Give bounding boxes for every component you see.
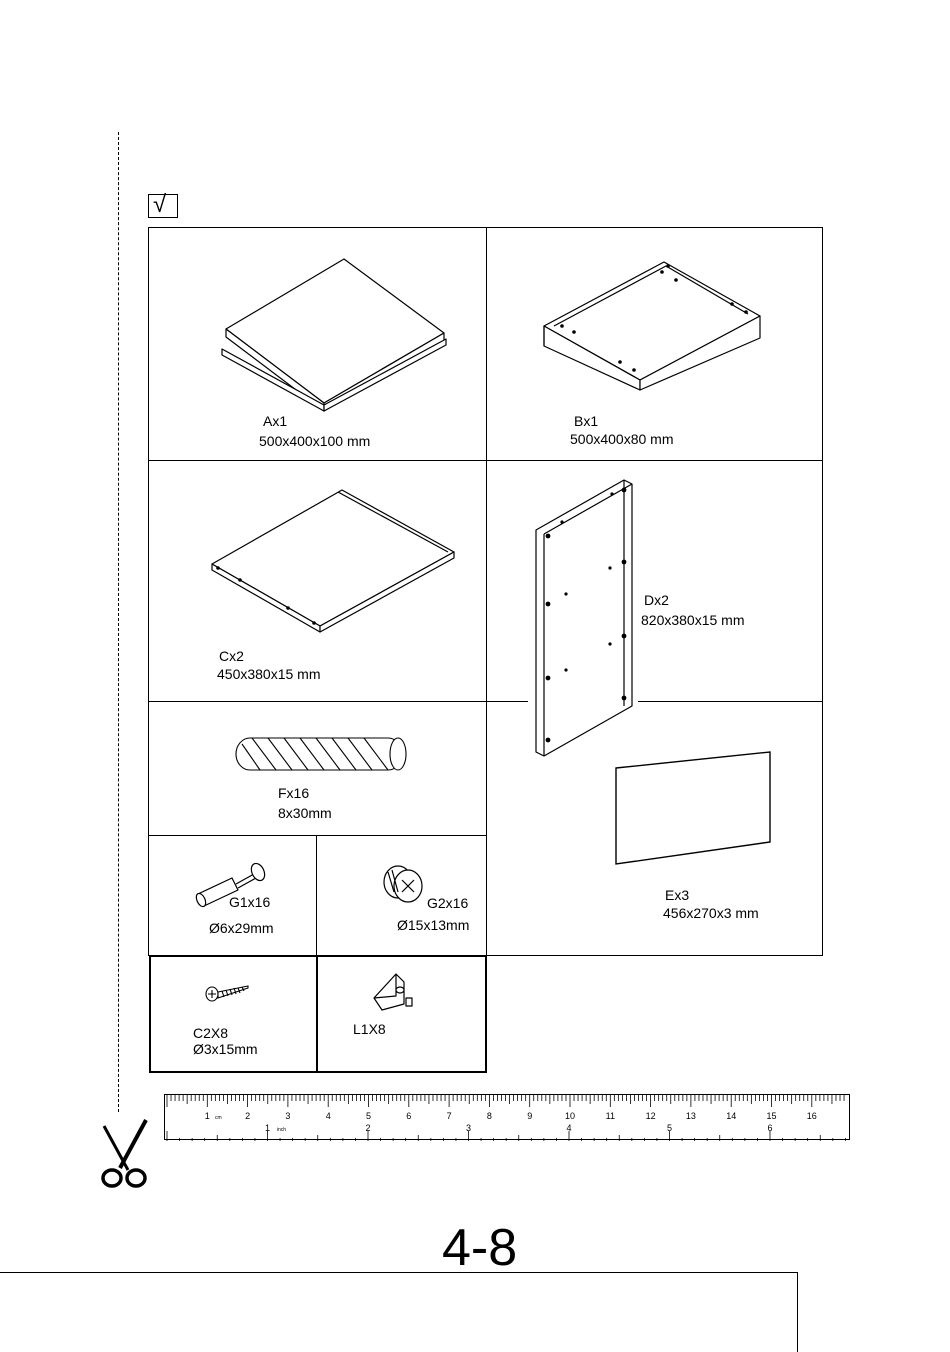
part-d-label: Dx2 <box>644 592 669 608</box>
part-c-label: Cx2 <box>219 648 244 664</box>
part-c-illustration <box>208 486 458 636</box>
ruler-cm-label: 14 <box>726 1111 737 1121</box>
ruler-inch-label: 1 <box>264 1123 271 1133</box>
ruler-cm-label: 7 <box>446 1111 452 1121</box>
checklist-checkbox[interactable] <box>148 191 178 218</box>
ruler-cm-label: 1 <box>204 1111 210 1121</box>
part-c-size: 450x380x15 mm <box>217 666 321 682</box>
part-e-illustration <box>612 750 774 868</box>
ruler-cm-label: 13 <box>685 1111 696 1121</box>
part-e-size: 456x270x3 mm <box>663 905 759 921</box>
part-l1-label: L1X8 <box>353 1021 386 1037</box>
part-f-illustration <box>228 734 412 774</box>
part-g1-size: Ø6x29mm <box>209 920 274 936</box>
check-mark: √ <box>153 191 167 218</box>
part-f-label: Fx16 <box>278 785 310 801</box>
ruler-cm-unit: cm <box>214 1115 222 1121</box>
ruler-inch-label: 4 <box>566 1123 572 1133</box>
part-b-size: 500x400x80 mm <box>570 431 674 447</box>
ruler-cm-label: 10 <box>564 1111 576 1121</box>
part-c2-size: Ø3x15mm <box>193 1041 258 1057</box>
part-g2-illustration <box>380 862 428 906</box>
part-a-label: Ax1 <box>263 413 288 429</box>
part-a-size: 500x400x100 mm <box>259 433 371 449</box>
ruler-cm-label: 16 <box>806 1111 817 1121</box>
ruler-cm-label: 12 <box>645 1111 656 1121</box>
part-d-illustration <box>532 476 638 760</box>
ruler <box>164 1094 850 1140</box>
ruler-cm-label: 2 <box>245 1111 251 1121</box>
part-g1-label: G1x16 <box>229 894 271 910</box>
ruler-inch-label: 2 <box>365 1123 371 1133</box>
ruler-inch-label: 3 <box>465 1123 472 1133</box>
part-e-label: Ex3 <box>665 887 690 903</box>
part-c2-label: C2X8 <box>193 1025 229 1041</box>
ruler-inch-label: 5 <box>666 1123 673 1133</box>
part-g2-size: Ø15x13mm <box>397 917 470 933</box>
part-f-size: 8x30mm <box>278 805 332 821</box>
part-b-label: Bx1 <box>574 413 599 429</box>
ruler-cm-label: 9 <box>527 1111 533 1121</box>
part-l1-illustration <box>370 970 416 1016</box>
ruler-ticks <box>165 1095 851 1141</box>
part-g2-label: G2x16 <box>427 895 469 911</box>
ruler-cm-label: 15 <box>766 1111 777 1121</box>
ruler-cm-label: 5 <box>365 1111 372 1121</box>
ruler-cm-label: 11 <box>605 1111 615 1121</box>
part-b-illustration <box>540 258 765 393</box>
footer-rule <box>0 1272 798 1352</box>
page-number: 4-8 <box>442 1219 518 1277</box>
cut-line <box>118 132 119 1112</box>
ruler-inch-label: 6 <box>767 1123 773 1133</box>
ruler-inch-unit: inch <box>276 1127 287 1133</box>
part-c2-illustration <box>204 982 252 1004</box>
ruler-cm-label: 4 <box>325 1111 331 1121</box>
ruler-cm-label: 6 <box>406 1111 412 1121</box>
ruler-cm-label: 8 <box>486 1111 492 1121</box>
part-d-size: 820x380x15 mm <box>641 612 745 628</box>
part-a-illustration <box>220 255 450 415</box>
ruler-cm-label: 3 <box>285 1111 291 1121</box>
scissors-icon <box>98 1118 154 1190</box>
